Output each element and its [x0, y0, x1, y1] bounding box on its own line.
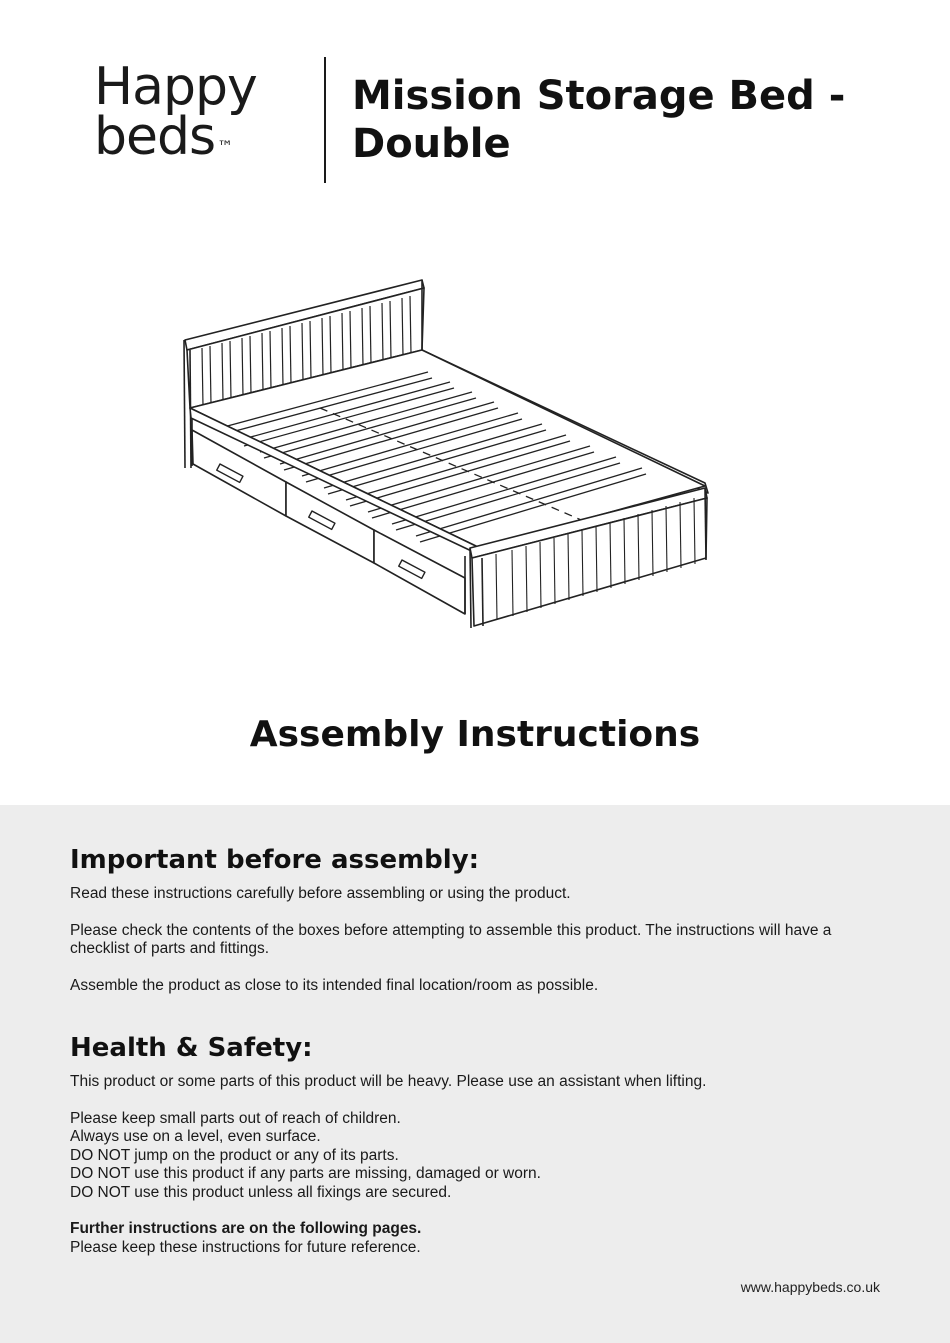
further-instructions-note: Further instructions are on the following pages.	[70, 1220, 422, 1237]
keep-instructions-note: Please keep these instructions for future reference.	[70, 1238, 421, 1256]
closing-notes	[70, 1220, 885, 1257]
website-url: www.happybeds.co.uk	[740, 1279, 880, 1295]
product-title: Mission Storage Bed - Double	[352, 73, 846, 167]
safety-rule: DO NOT jump on the product or any of its parts.	[70, 1146, 399, 1164]
important-paragraph: Assemble the product as close to its intended final location/room as possible.	[70, 976, 599, 994]
logo-line-beds	[94, 107, 294, 167]
logo-line-happy: Happy	[94, 57, 257, 117]
info-panel	[0, 805, 950, 1343]
safety-rule: DO NOT use this product unless all fixings are secured.	[70, 1183, 452, 1201]
health-safety-heading: Health & Safety:	[70, 1033, 313, 1063]
safety-rule: Always use on a level, even surface.	[70, 1128, 321, 1145]
info-panel-content	[70, 845, 885, 1275]
important-heading: Important before assembly:	[70, 845, 480, 875]
safety-rule: Please keep small parts out of reach of children.	[70, 1109, 401, 1127]
bed-with-drawers-line-drawing-icon	[160, 258, 720, 648]
important-paragraph: Read these instructions carefully before assembling or using the product.	[70, 885, 571, 902]
important-paragraph: Please check the contents of the boxes before attempting to assemble this product. The instructions will have a checklist of parts and fittings.	[70, 921, 832, 957]
logo-trademark: ™	[217, 137, 233, 156]
header-divider	[324, 57, 326, 183]
happy-beds-logo	[94, 57, 294, 167]
safety-rules-list	[70, 1110, 885, 1203]
safety-rule: DO NOT use this product if any parts are missing, damaged or worn.	[70, 1165, 541, 1182]
health-safety-intro: This product or some parts of this product will be heavy. Please use an assistant when lifting.	[70, 1073, 707, 1090]
logo-beds-text: beds	[94, 107, 216, 167]
assembly-instructions-title: Assembly Instructions	[249, 714, 701, 755]
